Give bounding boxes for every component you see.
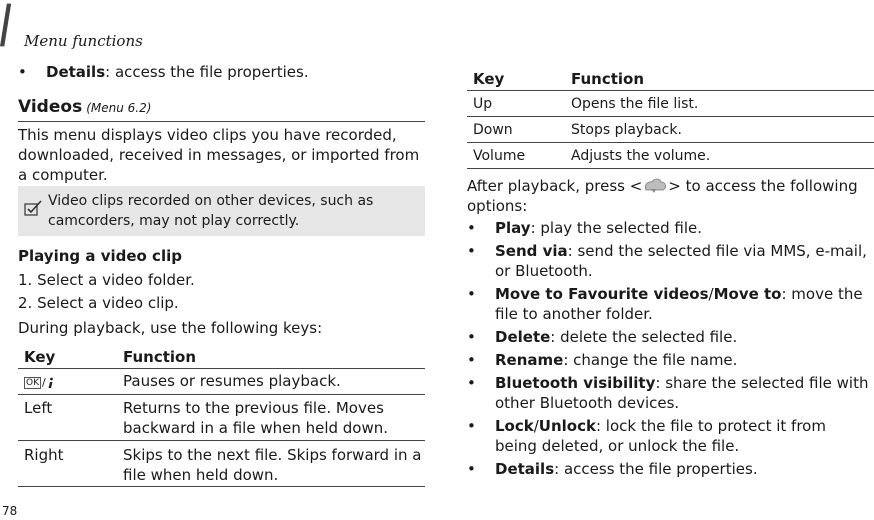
- list-item: • Play: play the selected file.: [467, 219, 703, 237]
- option-lock-label2: Unlock: [538, 417, 596, 435]
- section-title: Videos: [18, 97, 83, 117]
- list-item: • Bluetooth visibility: share the selected file with other Bluetooth devices.: [467, 374, 869, 412]
- header-title: Menu functions: [24, 32, 143, 50]
- table1-bottom-rule: [18, 486, 425, 487]
- section-rule: [18, 121, 425, 122]
- option-move-text: : move the file to another folder.: [495, 285, 863, 323]
- table2-row3-function: Adjusts the volume.: [571, 148, 711, 164]
- step-1: 1. Select a video folder.: [18, 271, 195, 289]
- table-row: [467, 143, 874, 168]
- option-move-sep: /: [708, 285, 714, 303]
- table1-row1-function: Pauses or resumes playback.: [123, 372, 341, 390]
- table1-header: [18, 346, 425, 368]
- playing-title: Playing a video clip: [18, 247, 182, 265]
- after-playback-text: [467, 176, 867, 216]
- table2-header-function: Function: [571, 70, 645, 88]
- table-row: [467, 91, 874, 116]
- option-details-label: Details: [495, 460, 555, 478]
- header-bar: [0, 0, 12, 50]
- table2-row3-key: Volume: [473, 148, 526, 164]
- intro-text: This menu displays video clips you have recorded, downloaded, received in messages, or imported from a computer.: [18, 126, 420, 184]
- top-bullet-label: Details: [46, 63, 106, 81]
- option-bluetooth-label: Bluetooth visibility: [495, 374, 656, 392]
- note-text: Video clips recorded on other devices, such as camcorders, may not play correctly.: [48, 193, 374, 229]
- top-bullet-text: : access the file properties.: [105, 63, 309, 81]
- table1-header-key: Key: [24, 348, 56, 366]
- list-item: • Lock/Unlock: lock the file to protect it from being deleted, or unlock the file.: [467, 417, 826, 455]
- options-list: [467, 218, 872, 479]
- note-box: [18, 186, 425, 236]
- table2-row1-function: Opens the file list.: [571, 96, 699, 112]
- option-lock-sep: /: [533, 417, 539, 435]
- table2-header-key: Key: [473, 70, 505, 88]
- after-text-before: After playback, press <: [467, 177, 643, 195]
- table2-row2-function: Stops playback.: [571, 122, 682, 138]
- key-table-2: [467, 68, 874, 169]
- table-row: [467, 117, 874, 142]
- option-bluetooth-text: : share the selected file with other Bluetooth devices.: [495, 374, 869, 412]
- section-menu-ref: (Menu 6.2): [86, 101, 152, 115]
- table-row: [18, 395, 425, 440]
- top-bullet: • Details: access the file properties.: [18, 63, 309, 81]
- option-play-text: : play the selected file.: [530, 219, 703, 237]
- step-2: 2. Select a video clip.: [18, 294, 179, 312]
- option-details-text: : access the file properties.: [554, 460, 758, 478]
- option-lock-text: : lock the file to protect it from being deleted, or unlock the file.: [495, 417, 826, 455]
- option-delete-text: : delete the selected file.: [550, 328, 738, 346]
- option-send-text: : send the selected file via MMS, e-mail, or Bluetooth.: [495, 242, 867, 280]
- table1-row2-key: Left: [24, 399, 53, 417]
- table1-row3-key: Right: [24, 446, 64, 464]
- ok-info-key-icon: OK /: [24, 373, 55, 393]
- list-item: • Details: access the file properties.: [467, 460, 758, 478]
- checkmark-note-icon: [24, 199, 44, 217]
- table1-row2-function: Returns to the previous file. Moves backward in a file when held down.: [123, 399, 389, 437]
- table-row: [18, 441, 425, 486]
- option-play-label: Play: [495, 219, 531, 237]
- table-row: [18, 369, 425, 394]
- list-item: • Delete: delete the selected file.: [467, 328, 738, 346]
- table1-header-function: Function: [123, 348, 197, 366]
- table2-header: [467, 68, 874, 90]
- table2-bottom-rule: [467, 168, 874, 169]
- option-move-label: Move to Favourite videos: [495, 285, 709, 303]
- option-send-label: Send via: [495, 242, 568, 260]
- after-text-after: > to access the following options:: [467, 177, 858, 215]
- list-item: • Move to Favourite videos/Move to: move the file to another folder.: [467, 285, 863, 323]
- table1-row3-function: Skips to the next file. Skips forward in a file when held down.: [123, 446, 422, 484]
- table2-row1-key: Up: [473, 96, 493, 112]
- list-item: • Send via: send the selected file via MMS, e-mail, or Bluetooth.: [467, 242, 867, 280]
- page-number: 78: [2, 504, 18, 518]
- key-table-1: [18, 346, 425, 487]
- list-item: • Rename: change the file name.: [467, 351, 738, 369]
- option-rename-text: : change the file name.: [563, 351, 738, 369]
- option-rename-label: Rename: [495, 351, 564, 369]
- options-softkey-icon: [642, 177, 668, 195]
- option-delete-label: Delete: [495, 328, 551, 346]
- section-heading: [18, 97, 151, 117]
- during-text: During playback, use the following keys:: [18, 319, 323, 337]
- option-move-label2: Move to: [713, 285, 782, 303]
- option-lock-label: Lock: [495, 417, 534, 435]
- table2-row2-key: Down: [473, 122, 513, 138]
